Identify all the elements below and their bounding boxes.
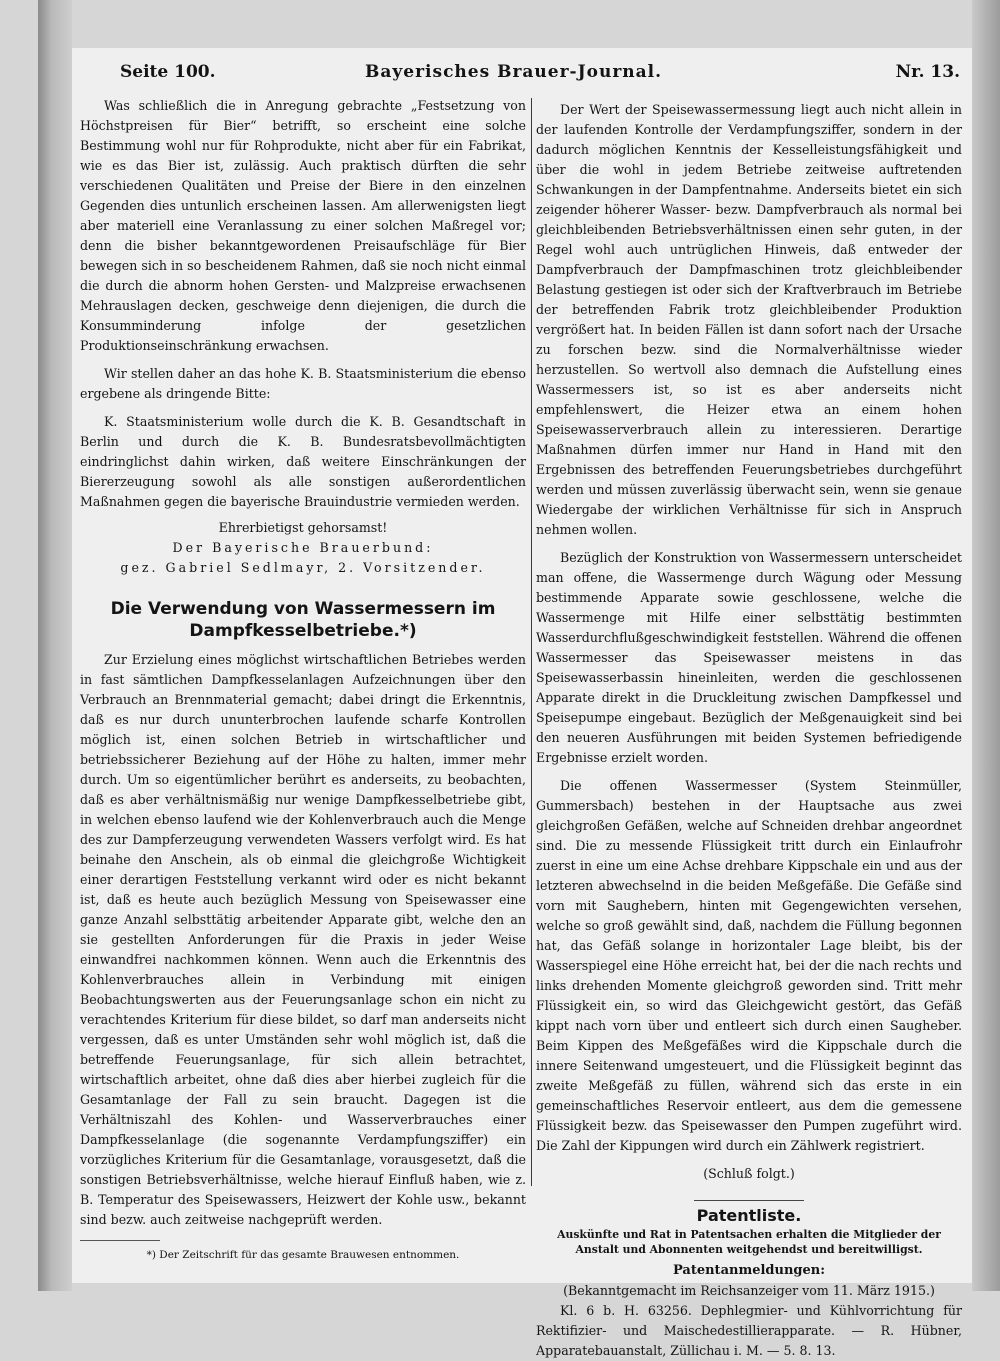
closing-line: Ehrerbietigst gehorsamst! (218, 520, 388, 535)
footnote: *) Der Zeitschrift für das gesamte Brauwesen entnommen. (146, 1249, 460, 1261)
patent-title: Patentliste. (696, 1206, 802, 1225)
intro-paragraph: Was schließlich die in Anregung gebrachte „Festsetzung von Höchstpreisen für Bier“ betrifft, so erscheint eine solche Bestimmung wohl nur für Rohprodukte, nicht aber für ein Fabrikat, wie es das Bier ist, zulässig. Auch praktisch dürften die sehr verschiedenen Qualitäten und Preise der Biere in den einzelnen Gegenden dies untunlich erscheinen lassen. Am allerwenigsten liegt aber materiell eine Veranlassung zu einer solchen Maßregel vor; denn die bisher bekanntgewordenen Preisaufschläge für Bier bewegen sich in so bescheidenem Rahmen, daß sie noch nicht einmal die durch die abnorm hohen Gersten- und Malzpreise erwachsenen Mehrauslagen decken, geschweige denn diejenigen, die durch die Konsumminderung infolge der gesetzlichen Produktionseinschränkung erwachsen. (80, 98, 527, 353)
article-continuation-3: Die offenen Wassermesser (System Steinmüller, Gummersbach) bestehen in der Hauptsache aus zwei gleichgroßen Gefäßen, welche auf Schneiden drehbar angeordnet sind. Die zu messende Flüssigkeit tritt durch ein Einlaufrohr zuerst in eine um eine Achse drehbare Kippschale ein und aus der letzteren abwechselnd in die beiden Meßgefäße. Die Gefäße sind vorn mit Saughebern, hinten mit Gegengewichten versehen, welche so groß gewählt sind, daß, nachdem die Füllung begonnen hat, das Gefäß solange in horizontaler Lage bleibt, bis der Wasserspiegel eine Höhe erreicht hat, bei der die nach rechts und links drehenden Momente gleichgroß geworden sind. Tritt mehr Flüssigkeit ein, so wird das Gleichgewicht gestört, das Gefäß kippt nach vorn über und entleert sich durch einen Saugheber. Beim Kippen des Meßgefäßes wird die Kippschale durch die innere Seitenwand umgesteuert, und die Flüssigkeit beginnt das zweite Meßgefäß zu füllen, während sich das erste in ein gemeinschaftliches Reservoir entleert, aus dem die gemessene Flüssigkeit bezw. das Speisewasser den Pumpen zugeführt wird. Die Zahl der Kippungen wird durch ein Zählwerk registriert. (536, 778, 962, 1153)
page-edge-right (972, 0, 1000, 1291)
footnote-rule (80, 1240, 160, 1241)
patent-subtitle: Patentanmeldungen: (672, 1263, 826, 1278)
column-divider (531, 98, 532, 1186)
article-title: Die Verwendung von Wassermessern im Dampfkesselbetriebe.*) (110, 599, 496, 641)
signatory-name: gez. Gabriel Sedlmayr, 2. Vorsitzender. (120, 560, 486, 575)
right-column (536, 100, 962, 1361)
to-be-continued: (Schluß folgt.) (703, 1166, 795, 1181)
issue-number: Nr. 13. (895, 62, 960, 82)
patent-announcement: (Bekanntgemacht im Reichsanzeiger vom 11. März 1915.) (563, 1283, 935, 1298)
request-body: K. Staatsministerium wolle durch die K. B. Gesandtschaft in Berlin und durch die K. B. Bundesratsbevollmächtigten eindringlichst dahin wirken, daß weitere Einschränkungen der Biererzeugung sowohl als alle sonstigen außerordentlichen Maßnahmen gegen die bayerische Brauindustrie vermieden werden. (80, 414, 526, 509)
article-continuation-2: Bezüglich der Konstruktion von Wassermessern unterscheidet man offene, die Wassermenge durch Wägung oder Messung bestimmende Apparate sowie geschlossene, welche die Wassermenge mit Hilfe einer selbsttätig bestimmten Wasserdurchflußgeschwindigkeit feststellen. Während die offenen Wassermesser das Speisewasser meistens in das Speisewasserbassin hineinleiten, werden die geschlossenen Apparate direkt in die Druckleitung zwischen Dampfkessel und Speisepumpe eingebaut. Bezüglich der Meßgenauigkeit sind bei den neueren Ausführungen mit beiden Systemen befriedigende Ergebnisse erzielt worden. (536, 550, 962, 765)
article-continuation-1: Der Wert der Speisewassermessung liegt auch nicht allein in der laufenden Kontrolle der Verdampfungsziffer, sondern in der dadurch möglichen Kenntnis der Kesselleistungsfähigkeit und über die wohl in jedem Betriebe zeitweise auftretenden Schwankungen in der Dampfentnahme. Anderseits bietet ein sich zeigender höherer Wasser- bezw. Dampfverbrauch als normal bei gleichbleibenden Betriebsverhältnissen einen sehr guten, in der Regel wohl auch untrüglichen Hinweis, daß entweder der Dampfverbrauch der Dampfmaschinen trotz gleichbleibender Belastung gestiegen ist oder sich der Kraftverbrauch im Betriebe der betreffenden Fabrik trotz gleichbleibender Produktion vergrößert hat. In beiden Fällen ist dann sofort nach der Ursache zu forschen bezw. sind die Normalverhältnisse wieder herzustellen. So wertvoll also demnach die Aufstellung eines Wassermessers ist, so ist es aber anderseits nicht empfehlenswert, die Heizer etwa an einem hohen Speisewasserverbrauch allein zu interessieren. Derartige Maßnahmen dürfen immer nur Hand in Hand mit den Ergebnissen des betreffenden Feuerungsbetriebes durchgeführt werden und müssen zuverlässig überwacht sein, wenn sie genaue Wiedergabe der wirklichen Verhältnisse für sich in Anspruch nehmen wollen. (536, 102, 962, 537)
left-column (80, 96, 526, 1265)
request-paragraph: Wir stellen daher an das hohe K. B. Staatsministerium die ebenso ergebene als dringende Bitte: (80, 366, 526, 401)
patent-rule (694, 1200, 804, 1201)
patent-entry: Kl. 6 b. H. 63256. Dephlegmier- und Kühlvorrichtung für Rektifizier- und Maischedestillierapparate. — R. Hübner, Apparatebauanstalt, Züllichau i. M. — 5. 8. 13. (536, 1303, 962, 1358)
journal-title: Bayerisches Brauer-Journal. (365, 62, 663, 82)
article-body: Zur Erzielung eines möglichst wirtschaftlichen Betriebes werden in fast sämtlichen Dampfkesselanlagen Aufzeichnungen über den Verbrauch an Brennmaterial gemacht; dabei dringt die Erkenntnis, daß es nur durch ununterbrochen laufende scharfe Kontrollen möglich ist, einen solchen Betrieb in wirtschaftlicher und betriebssicherer Beziehung auf der Höhe zu halten, immer mehr durch. Um so eigentümlicher berührt es anderseits, zu beobachten, daß es aber verhältnismäßig nur wenige Dampfkesselbetriebe gibt, in welchen ebenso laufend wie der Kohlenverbrauch auch die Menge des zur Dampferzeugung verwendeten Wassers verfolgt wird. Es hat beinahe den Anschein, als ob einmal die gleichgroße Wichtigkeit einer derartigen Feststellung verkannt wird oder es nicht bekannt ist, daß es heute auch bezüglich Messung von Speisewasser eine ganze Anzahl selbsttätig arbeitender Apparate gibt, welche den an sie gestellten Anforderungen für die Praxis in jeder Weise einwandfrei nachkommen können. Wenn auch die Erkenntnis des Kohlenverbrauches allein in Verbindung mit einigen Beobachtungswerten aus der Feuerungsanlage schon ein nicht zu verachtendes Kriterium für diese bildet, so darf man anderseits nicht vergessen, daß es unter Umständen sehr wohl möglich ist, daß die betreffende Feuerungsanlage, für sich allein betrachtet, wirtschaftlich arbeitet, ohne daß dies aber hierbei zugleich für die Gesamtanlage der Fall zu sein braucht. Dagegen ist die Verhältniszahl des Kohlen- und Wasserverbrauches einer Dampfkesselanlage (die sogenannte Verdampfungsziffer) ein vorzügliches Kriterium für die Gesamtanlage, vorausgesetzt, daß die sonstigen Betriebsverhältnisse, welche hierauf Einfluß haben, wie z. B. Temperatur des Speisewassers, Heizwert der Kohle usw., bekannt sind bezw. auch zeitweise nachgeprüft werden. (80, 652, 526, 1227)
signatory-org: Der Bayerische Brauerbund: (172, 540, 434, 555)
page-edge-left (38, 0, 72, 1291)
page-number: Seite 100. (120, 62, 216, 82)
patent-info: Auskünfte und Rat in Patentsachen erhalten die Mitglieder der Anstalt und Abonnenten weitgehendst und bereitwilligst. (557, 1228, 941, 1256)
page-header (120, 62, 960, 92)
